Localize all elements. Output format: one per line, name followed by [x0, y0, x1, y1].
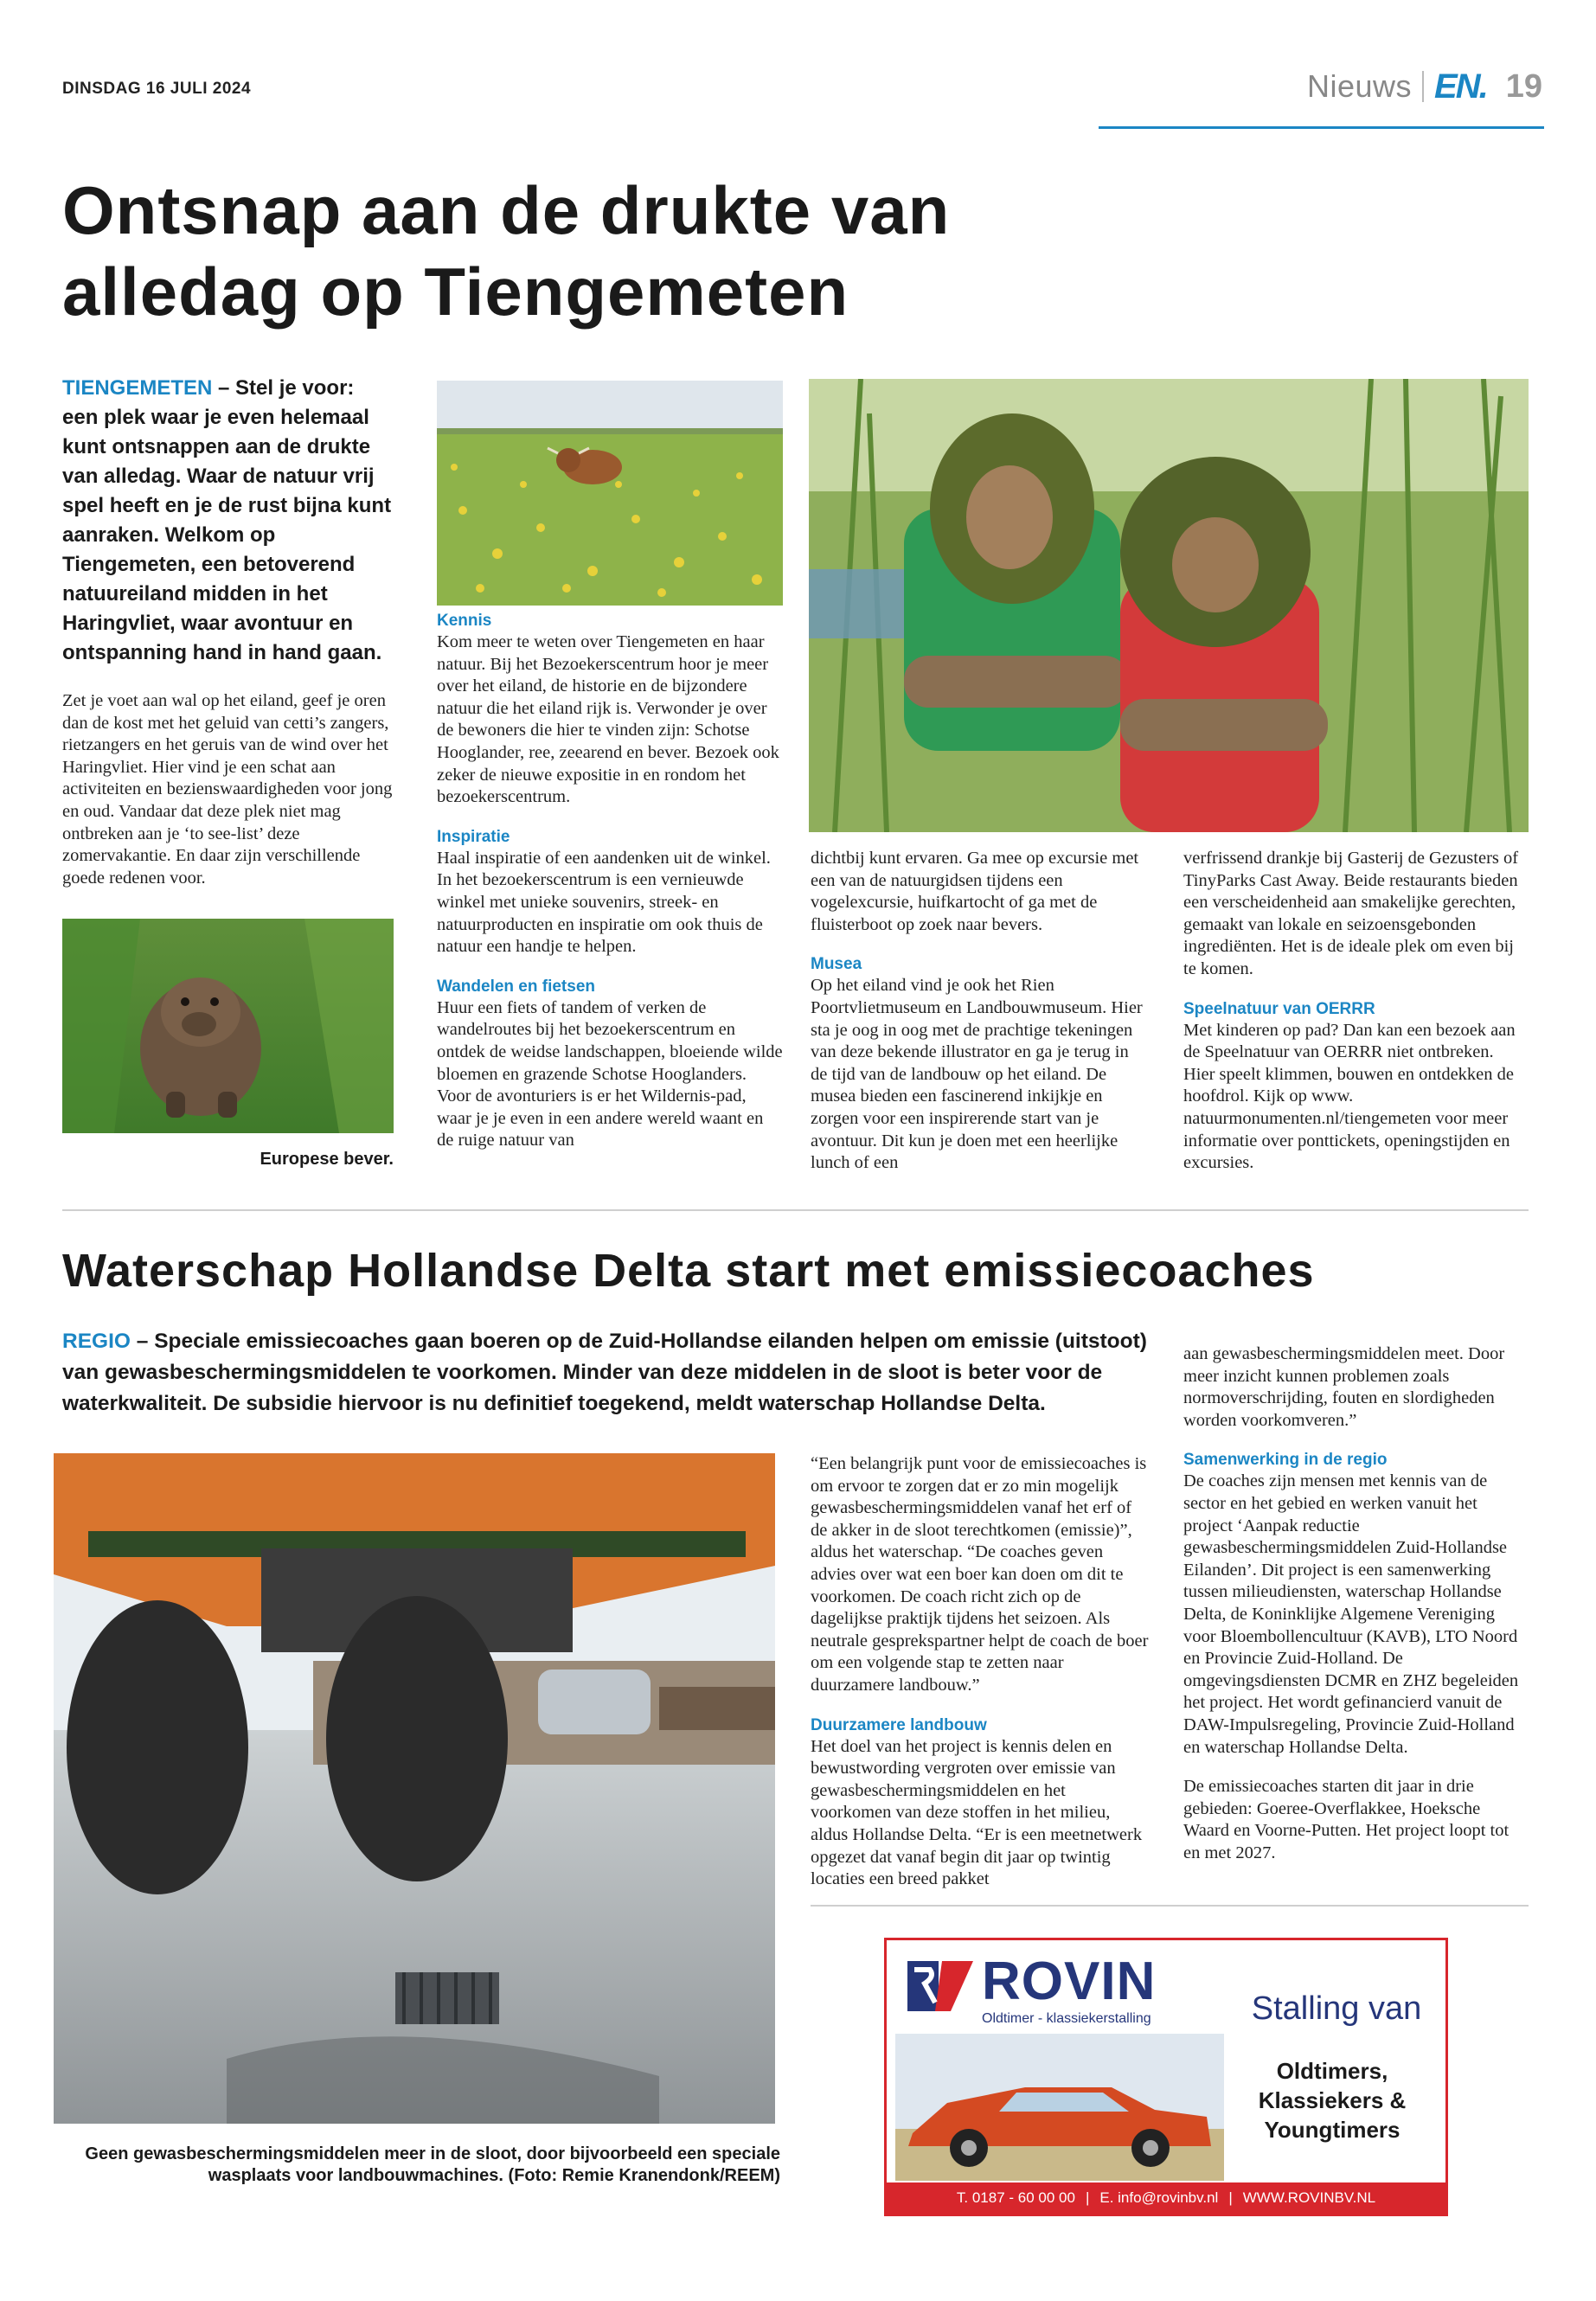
header-rule [1099, 126, 1544, 129]
duurzamere-landbouw-text: Het doel van het project is kennis delen en bewustwording vergroten over emissie van gewasbeschermingsmiddelen en het voorkomen van deze stoffen in het milieu, aldus Hollandse Delta. “Er is een meetnetwerk opgezet dat vanaf begin dit jaar op twintig locaties een breed pakket [811, 1736, 1143, 1889]
page-date: DINSDAG 16 JULI 2024 [62, 80, 252, 98]
article-1-kicker: TIENGEMETEN [62, 376, 213, 400]
section-name: Nieuws [1306, 68, 1413, 104]
ad-website[interactable]: WWW.ROVINBV.NL [1242, 2189, 1376, 2206]
subhead-inspiratie: Inspiratie [437, 827, 510, 846]
article-1-intro-text: – Stel je voor: een plek waar je even helemaal kunt ontsnappen aan de drukte van alledag. Waar de natuur vrij spel heeft en je de rust bijna kunt aanraken. Welkom op Tiengemeten, een betoverend natuureiland midden in het Haringvliet, waar avontuur en ontspanning hand in hand gaan. [62, 376, 392, 664]
headline-line-2: alledag op Tiengemeten [62, 253, 849, 330]
ad-separator: | [1228, 2189, 1233, 2206]
ad-divider [811, 1905, 1529, 1907]
musea-text: Op het eiland vind je ook het Rien Poortvlietmuseum en Landbouwmuseum. Hier sta je oog in oog met de prachtige tekeningen van deze bekende illustrator en ga je terug in de tijd van de landbouw op het eiland. De musea bieden een fascinerend inkijkje en zorgen voor een inspirerende start van je avontuur. Dit kun je doen met een heerlijke lunch of een [811, 976, 1143, 1173]
ad-phone[interactable]: T. 0187 - 60 00 00 [956, 2189, 1075, 2206]
ad-footer [887, 2182, 1445, 2214]
article-divider [62, 1209, 1529, 1211]
section-divider [1422, 71, 1424, 102]
subhead-speelnatuur: Speelnatuur van OERRR [1183, 999, 1375, 1018]
article-1-column-4 [1183, 848, 1529, 1175]
logo-icon: EN. [1434, 67, 1487, 106]
article-2-column-2 [811, 1453, 1150, 1891]
column-4-text: verfrissend drankje bij Gasterij de Gezusters of TinyParks Cast Away. Beide restaurants bieden een verscheidenheid aan smakelijke gerechten, gemaakt van lokale en seizoensgebonden ingrediënten. Het is de ideale plek om even bij te komen. [1183, 849, 1519, 978]
highlander-photo [437, 381, 783, 606]
slot-text: De emissiecoaches starten dit jaar in drie gebieden: Goeree-Overflakkee, Hoeksche Waard en Voorne-Putten. Het project loopt tot en met 2027. [1183, 1777, 1509, 1862]
speelnatuur-text: Met kinderen op pad? Dan kan een bezoek aan de Speelnatuur van OERRR niet ontbreken. Hier speelt klimmen, bouwen en ontdekken de hoofdrol. Kijk op www. natuurmonumenten.nl/tiengemeten voor meer informatie over ponttickets, openingstijden en excursies. [1183, 1020, 1516, 1173]
subhead-musea: Musea [811, 955, 862, 974]
tractor-photo [54, 1453, 775, 2124]
inspiratie-text: Haal inspiratie of een aandenken uit de winkel. In het bezoekerscentrum is een vernieuwde winkel met unieke souvenirs, streek- en natuurproducten en inspiratie om ook thuis de natuur een handje te helpen. [437, 848, 771, 957]
article-1-body-intro: Zet je voet aan wal op het eiland, geef je oren dan de kost met het geluid van cetti’s zangers, rietzangers en het geruis van de wind over het Haringvliet. Hier vind je een schat aan activiteiten en bezienswaardigheden voor jong en oud. Vandaar dat deze plek niet mag ontbreken aan je ‘to see-list’ deze zomervakantie. En daar zijn verschillende goede redenen voor. [62, 691, 393, 888]
beaver-caption: Europese bever. [260, 1150, 394, 1169]
ad-text: Oldtimers, Klassiekers & Youngtimers [1258, 2058, 1407, 2143]
kennis-text: Kom meer te weten over Tiengemeten en haar natuur. Bij het Bezoekerscentrum hoor je meer over het eiland, de historie en de bijzondere natuur die het eiland rijk is. Verwonder je over de bewoners die hier te vinden zijn: Schotse Hooglander, ree, zeearend en bever. Bezoek ook zeker de nieuwe expositie in en rondom het bezoekerscentrum. [437, 632, 779, 807]
article-2-column-2-text: “Een belangrijk punt voor de emissiecoaches is om ervoor te zorgen dat er zo min mogelijk gewasbeschermingsmiddelen vanaf het erf of de akker in de sloot terechtkomen (emissie)”, aldus het waterschap. “De coaches geven advies over wat een boer kan doen om dit te voorkomen. De coach richt zich op de dagelijkse praktijk tijdens het seizoen. Als neutrale gesprekspartner helpt de coach de boer om een volgende stap te zetten naar duurzamere landbouw.” [811, 1454, 1149, 1695]
headline-line-1: Ontsnap aan de drukte van [62, 172, 951, 248]
subhead-duurzamere-landbouw: Duurzamere landbouw [811, 1715, 987, 1734]
article-2-intro-text: – Speciale emissiecoaches gaan boeren op de Zuid-Hollandse eilanden helpen om emissie (uitstoot) van gewasbeschermingsmiddelen te voorkomen. Minder van deze middelen in de sloot is beter voor de waterkwaliteit. De subsidie hiervoor is nu definitief toegekend, meldt waterschap Hollandse Delta. [62, 1330, 1147, 1415]
beaver-photo [62, 919, 394, 1133]
kids-photo [809, 379, 1529, 832]
samenwerking-text: De coaches zijn mensen met kennis van de sector en het gebied en werken vanuit het project ‘Aanpak reductie gewasbeschermingsmiddelen Zuid-Hollandse Eilanden’. Dit project is een samenwerking tussen milieudiensten, waterschap Hollandse Delta, de Koninklijke Algemene Vereniging voor Bloembollencultuur (KAVB), LTO Noord en Provincie Zuid-Holland. De omgevingsdiensten DCMR en ZHZ begeleiden het project. Het wordt gefinancierd vanuit de DAW-Impulsregeling, Provincie Zuid-Holland en waterschap Hollandse Delta. [1183, 1471, 1519, 1757]
rovin-advertisement[interactable] [884, 1938, 1448, 2216]
ad-separator: | [1085, 2189, 1090, 2206]
article-2-headline: Waterschap Hollandse Delta start met emissiecoaches [62, 1245, 1315, 1297]
ad-email[interactable]: E. info@rovinbv.nl [1099, 2189, 1219, 2206]
wandelen-text: Huur een fiets of tandem of verken de wandelroutes bij het bezoekerscentrum en ontdek de weidse landschappen, bloeiende wilde bloemen en grazende Schotse Hooglanders. Voor de avonturiers is er het Wildernis-pad, waar je je even in een andere wereld waant en de ruige natuur van [437, 997, 783, 1150]
article-2-column-3 [1183, 1343, 1529, 1864]
tractor-caption: Geen gewasbeschermingsmiddelen meer in de sloot, door bijvoorbeeld een speciale wasplaats voor landbouwmachines. (Foto: Remie Kranendonk/REEM) [85, 2144, 780, 2185]
article-1-headline [62, 170, 1057, 332]
subhead-kennis: Kennis [437, 612, 492, 630]
column-3-text: dichtbij kunt ervaren. Ga mee op excursie met een van de natuurgidsen tijdens een vogelexcursie, huifkartocht of ga met de fluisterboot op zoek naar bevers. [811, 849, 1139, 934]
ad-brand: ROVIN [982, 1952, 1157, 2011]
article-2-intro [62, 1326, 1152, 1420]
section-header [1307, 62, 1542, 111]
ad-tagline: Oldtimer - klassiekerstalling [982, 2011, 1151, 2026]
rovin-logo-icon [906, 1956, 975, 2016]
ad-headline: Stalling van [1251, 1990, 1422, 2027]
page-number: 19 [1505, 67, 1542, 105]
subhead-wandelen: Wandelen en fietsen [437, 977, 595, 996]
article-1-column-3 [811, 848, 1150, 1175]
article-1-intro [62, 374, 395, 668]
subhead-samenwerking: Samenwerking in de regio [1183, 1451, 1388, 1470]
article-2-kicker: REGIO [62, 1330, 131, 1353]
article-1-column-2 [437, 610, 783, 1152]
article-2-column-3-text: aan gewasbeschermingsmiddelen meet. Door meer inzicht kunnen problemen zoals normoverschrijding, fouten en slordigheden worden voorkomveren.” [1183, 1344, 1505, 1430]
ad-car-photo [895, 2034, 1224, 2181]
